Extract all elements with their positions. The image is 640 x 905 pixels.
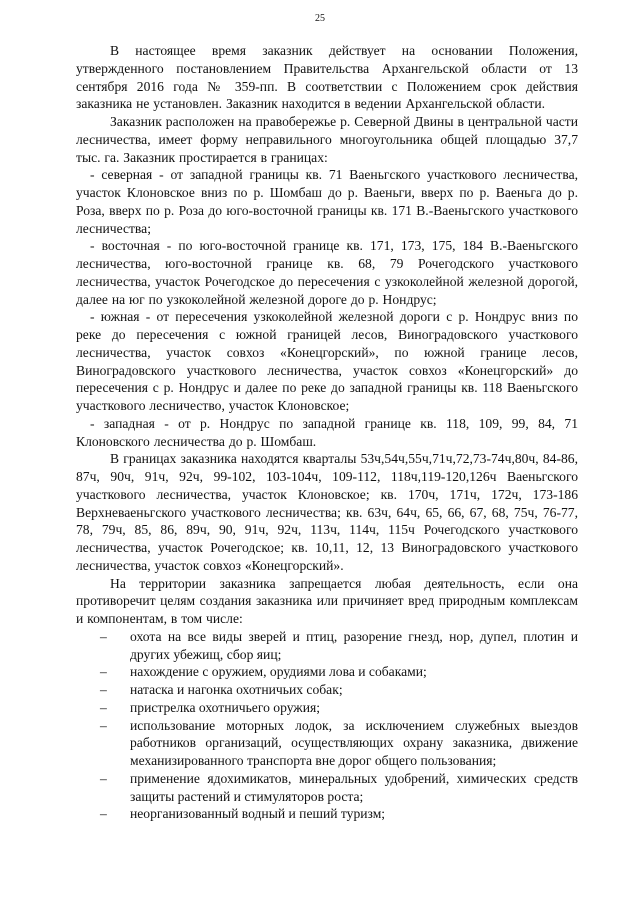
list-item — [76, 628, 578, 664]
prohibition-list — [76, 628, 578, 823]
list-item — [76, 699, 578, 717]
dash-marker: – — [100, 699, 107, 715]
dash-marker: – — [100, 664, 107, 680]
boundary-south: - южная - от пересечения узкоколейной железной дороги с р. Нондрус вниз по реке до пересечения с южной границей лесов, Виноградовского участкового лесничества, участок совхоз «Конецгорский», по южной границе лесов, Виноградовского участкового лесничества, участок совхоз «Конецгорский» до пересечения с р. Нондрус и далее по реке до западной границы кв. 118 Ваеньгского участкового лесничество, участок Клоновское; — [76, 309, 578, 413]
paragraph-location: Заказник расположен на правобережье р. Северной Двины в центральной части лесничества, имеет форму неправильного многоугольника общей площадью 37,7 тыс. га. Заказник простирается в границах: — [76, 114, 578, 165]
list-item-text: натаска и нагонка охотничьих собак; — [130, 682, 343, 697]
list-item-text: пристрелка охотничьего оружия; — [130, 699, 321, 715]
boundary-north: - северная - от западной границы кв. 71 Ваеньгского участкового лесничества, участок Клоновское вниз по р. Шомбаш до р. Ваеньги, вверх по р. Ваеньга до р. Роза, вверх по р. Роза до юго-восточной границы кв. 171 В.-Ваеньгского участкового лесничества; — [76, 167, 578, 236]
dash-marker: – — [100, 717, 107, 733]
page-number: 25 — [315, 13, 325, 24]
list-item — [76, 681, 578, 699]
dash-marker: – — [100, 628, 107, 644]
list-item — [76, 805, 578, 823]
list-item — [76, 717, 578, 770]
paragraph-legal-basis: В настоящее время заказник действует на основании Положения, утвержденного постановлением Правительства Архангельской области от 13 сентября 2016 года № 359-пп. В соответствии с Положением срок действия заказника не установлен. Заказник находится в ведении Архангельской области. — [76, 43, 578, 112]
list-item-text: охота на все виды зверей и птиц, разорение гнезд, нор, дупел, плотин и других убежищ, сбор яиц; — [130, 628, 578, 662]
paragraph-quarters: В границах заказника находятся кварталы 53ч,54ч,55ч,71ч,72,73-74ч,80ч, 84-86, 87ч, 90ч, 91ч, 92ч, 99-102, 103-104ч, 109-112, 118ч,119-120,126ч Ваеньгского участкового лесничества, участок Клоновское; кв. 170ч, 171ч, 172ч, 173-186 Верхневаеньгского участкового лесничества; кв. 63ч, 64ч, 65, 66, 67, 68, 75ч, 76-77, 78, 79ч, 85, 86, 89ч, 90, 91ч, 92ч, 113ч, 114ч, 115ч Рочегодского участкового лесничества, участок Рочегодское; кв. 10,11, 12, 13 Виноградовского участкового лесничества, участок совхоз «Конецгорский». — [76, 451, 578, 573]
list-item-text: использование моторных лодок, за исключением служебных выездов работников организаций, осуществляющих охрану заказника, движение механизированного транспорта вне дорог общего пользования; — [130, 717, 578, 768]
boundary-east: - восточная - по юго-восточной границе кв. 171, 173, 175, 184 В.-Ваеньгского лесничества, юго-восточной границе кв. 68, 79 Рочегодского участкового лесничества, участок Рочегодское до пересечения с узкоколейной железной дорогой, далее на юг по узкоколейной железной дороге до р. Нондрус; — [76, 238, 578, 307]
list-item-text: неорганизованный водный и пеший туризм; — [130, 806, 386, 822]
document-body — [76, 42, 578, 823]
boundary-west: - западная - от р. Нондрус по западной границе кв. 118, 109, 99, 84, 71 Клоновского лесничества до р. Шомбаш. — [76, 415, 578, 449]
list-item — [76, 663, 578, 681]
paragraph-prohibitions: На территории заказника запрещается любая деятельность, если она противоречит целям создания заказника или причиняет вред природным комплексам и компонентам, в том числе: — [76, 575, 578, 626]
dash-marker: – — [100, 770, 107, 786]
list-item-text: нахождение с оружием, орудиями лова и собаками; — [130, 664, 427, 680]
list-item — [76, 770, 578, 806]
dash-marker: – — [100, 682, 107, 697]
list-item-text: применение ядохимикатов, минеральных удобрений, химических средств защиты растений и стимуляторов роста; — [130, 770, 578, 804]
dash-marker: – — [100, 806, 107, 822]
